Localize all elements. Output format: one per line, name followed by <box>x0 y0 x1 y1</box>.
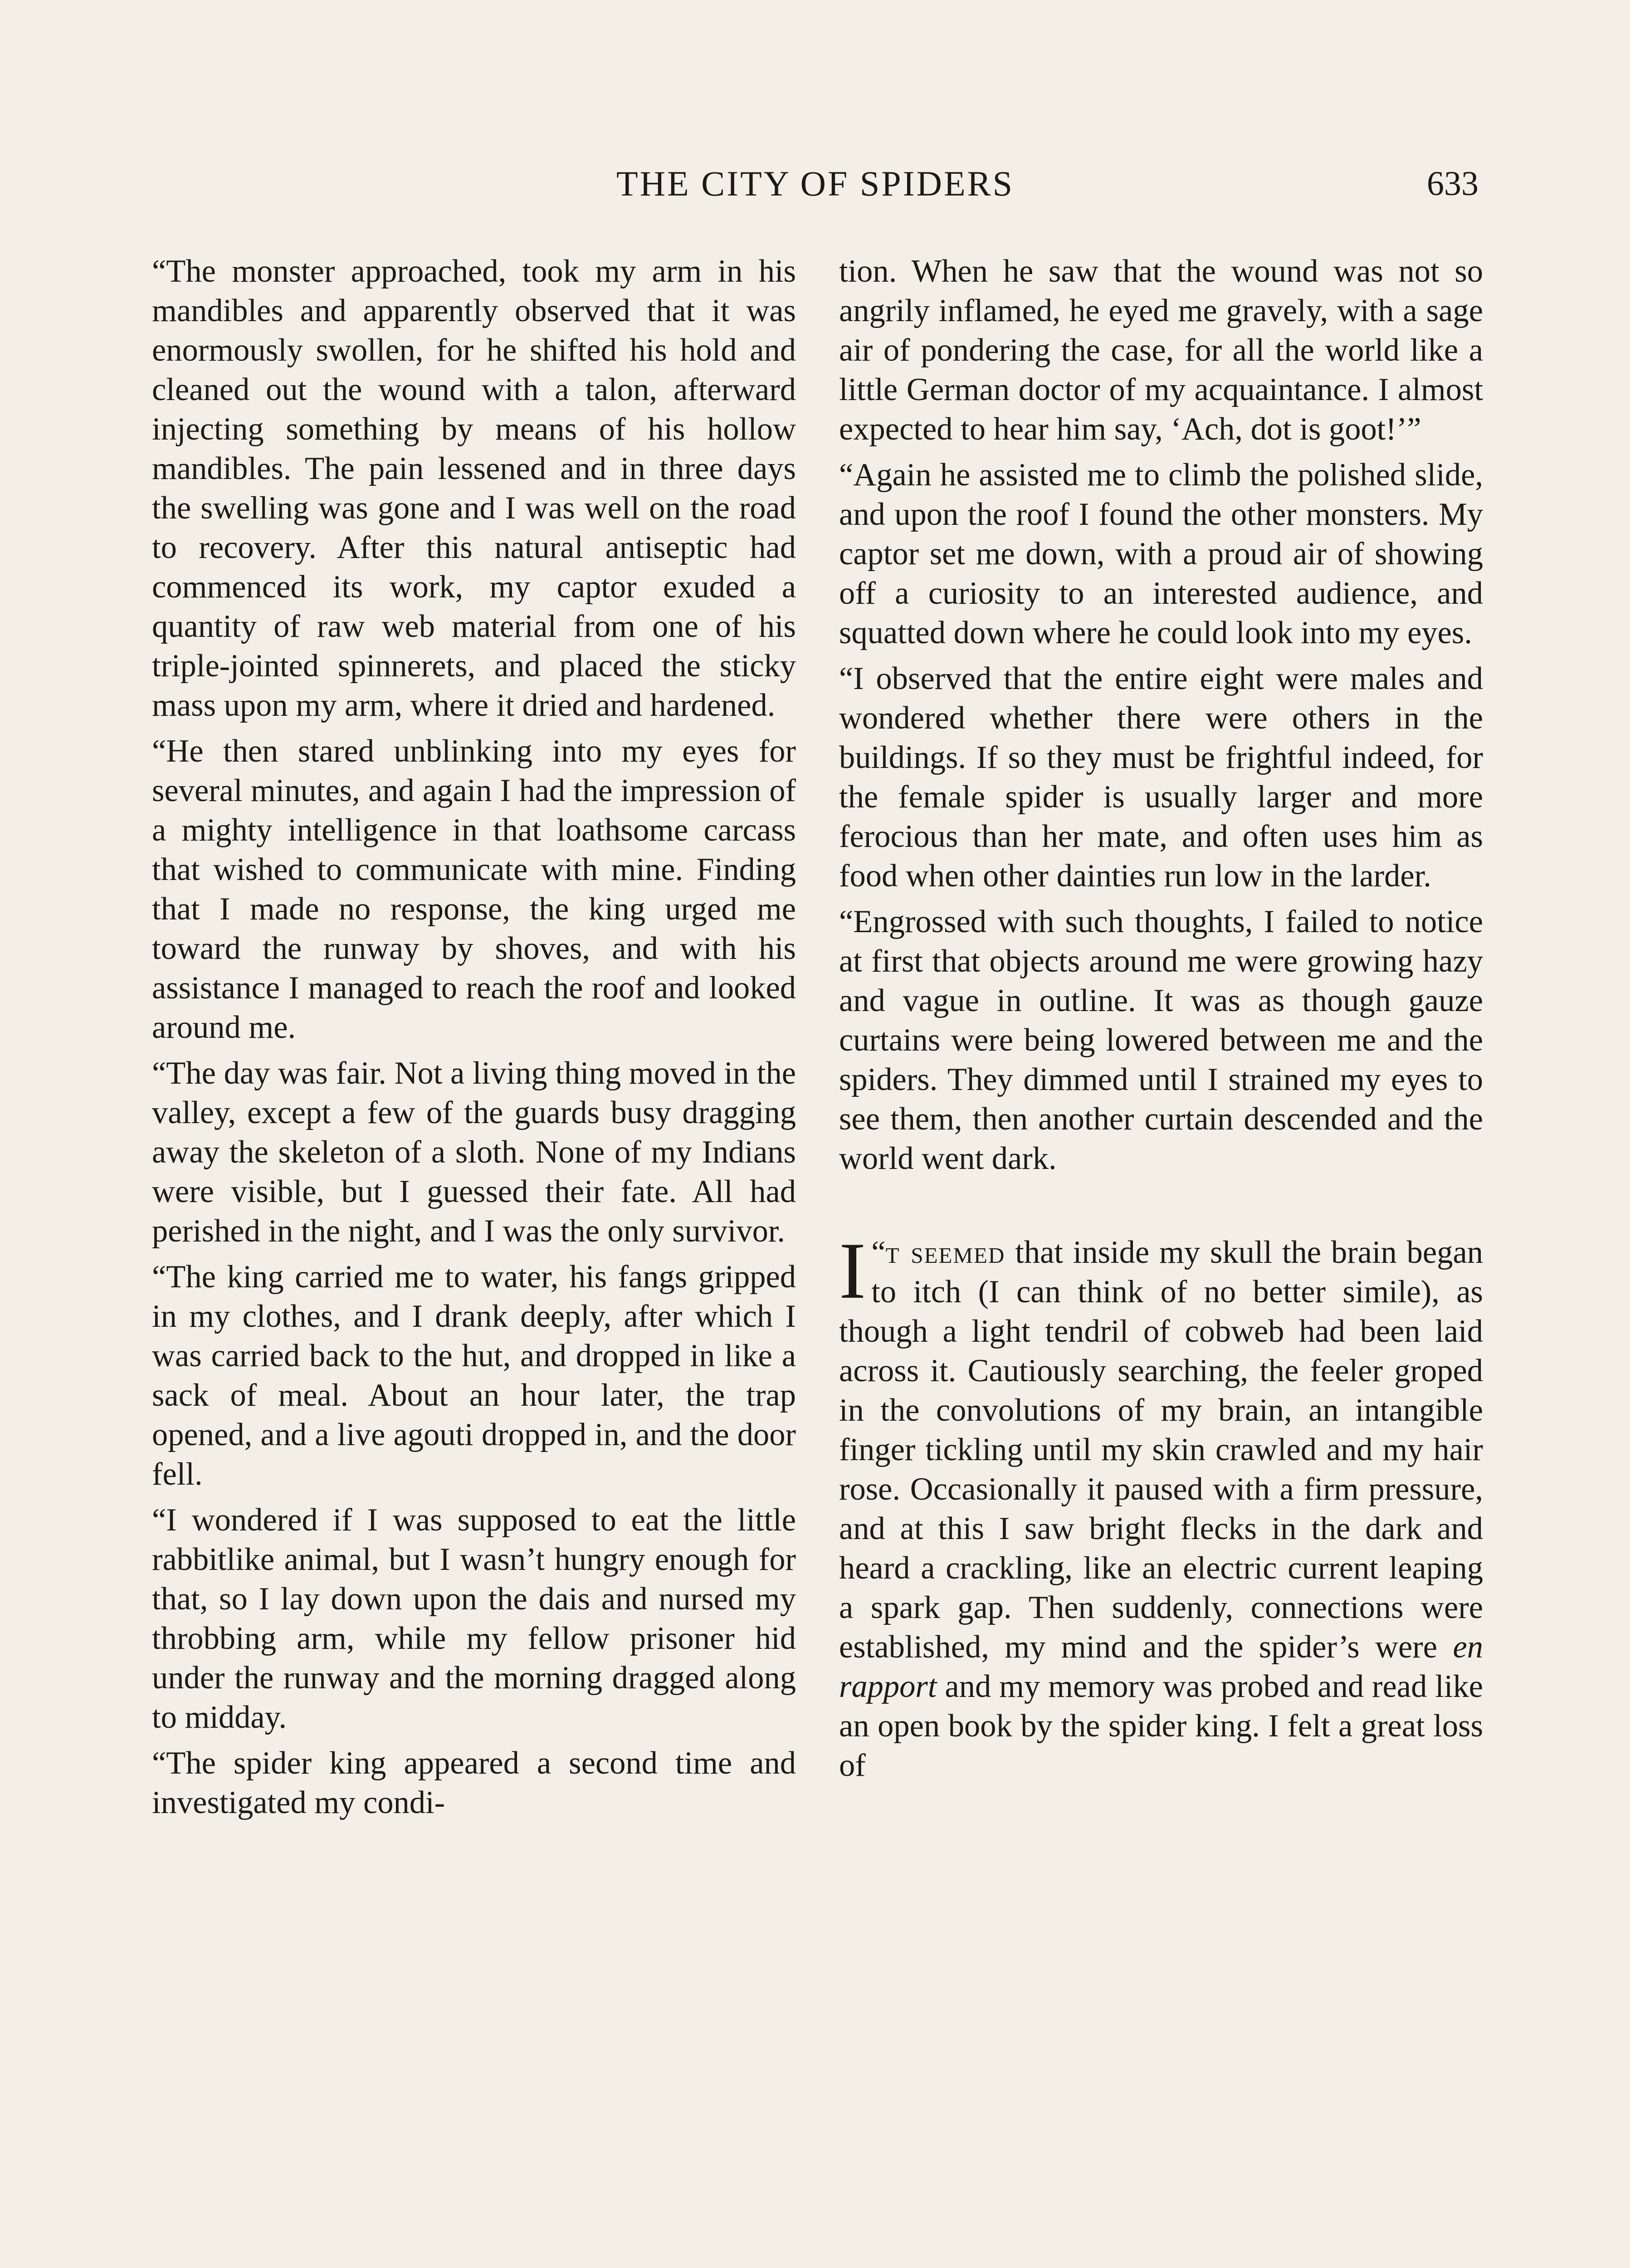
paragraph: “I wondered if I was supposed to eat the little rabbitlike animal, but I wasn’t hungry enough for that, so I lay down upon the dais and nursed my throbbing arm, while my fellow prisoner hid under the runway and the morning dragged along to midday. <box>152 1502 796 1735</box>
running-title: THE CITY OF SPIDERS <box>616 164 1015 203</box>
open-quote: “ <box>871 1235 886 1270</box>
paragraph-text: that inside my skull the brain began to itch (I can think of no better simile), as though a light tendril of cobweb had been laid across it. Cautiously searching, the feeler groped in the convolutions of my brain, an intangible finger tickling until my skin crawled and my hair rose. Occasionally it paused with a firm pressure, and at this I saw bright flecks in the dark and heard a crackling, like an electric current leaping a spark gap. Then suddenly, connections were established, my mind and the spider’s were <box>839 1235 1483 1665</box>
drop-cap: I <box>839 1226 866 1315</box>
paragraph: “I observed that the entire eight were males and wondered whether there were others in the buildings. If so they must be frightful indeed, for the female spider is usually larger and more ferocious than her mate, and often uses him as food when other dainties run low in the larder. <box>839 661 1483 894</box>
paragraph: “The spider king appeared a second time and investigated my condi- <box>152 1745 796 1820</box>
paragraph: “The monster approached, took my arm in his mandibles and apparently observed that it was enormously swollen, for he shifted his hold and cleaned out the wound with a talon, afterward injecting something by means of his hollow mandibles. The pain lessened and in three days the swelling was gone and I was well on the road to recovery. After this natural antiseptic had commenced its work, my captor exuded a quantity of raw web material from one of his triple-jointed spinnerets, and placed the sticky mass upon my arm, where it dried and hardened. <box>152 254 796 723</box>
section-opening-paragraph <box>839 1226 1483 1785</box>
paragraph-text: and my memory was probed and read like an open book by the spider king. I felt a great loss of <box>839 1669 1483 1783</box>
paragraph: “Again he assisted me to climb the polished slide, and upon the roof I found the other monsters. My captor set me down, with a proud air of showing off a curiosity to an interested audience, and squatted down where he could look into my eyes. <box>839 457 1483 650</box>
right-column <box>839 252 1483 1792</box>
left-column <box>152 252 796 1829</box>
italic-phrase: en rapport <box>839 1629 1483 1704</box>
page-header <box>152 159 1479 209</box>
paragraph: “He then stared unblinking into my eyes for several minutes, and again I had the impression of a mighty intelligence in that loathsome carcass that wished to communicate with mine. Finding that I made no response, the king urged me toward the runway by shoves, and with his assistance I managed to reach the roof and looked around me. <box>152 733 796 1045</box>
paragraph: “The king carried me to water, his fangs gripped in my clothes, and I drank deeply, after which I was carried back to the hut, and dropped in like a sack of meal. About an hour later, the trap opened, and a live agouti dropped in, and the door fell. <box>152 1259 796 1492</box>
paragraph: “The day was fair. Not a living thing moved in the valley, except a few of the guards busy dragging away the skeleton of a sloth. None of my Indians were visible, but I guessed their fate. All had perished in the night, and I was the only survivor. <box>152 1056 796 1249</box>
paragraph: “Engrossed with such thoughts, I failed to notice at first that objects around me were growing hazy and vague in outline. It was as though gauze curtains were being lowered between me and the spiders. They dimmed until I strained my eyes to see them, then another curtain descended and the world went dark. <box>839 904 1483 1176</box>
small-caps-lead: t seemed <box>885 1235 1005 1270</box>
paragraph: tion. When he saw that the wound was not so angrily inflamed, he eyed me gravely, with a sage air of pondering the case, for all the world like a little German doctor of my acquaintance. I almost expected to hear him say, ‘Ach, dot is goot!’” <box>839 254 1483 447</box>
page-number: 633 <box>1427 165 1479 203</box>
